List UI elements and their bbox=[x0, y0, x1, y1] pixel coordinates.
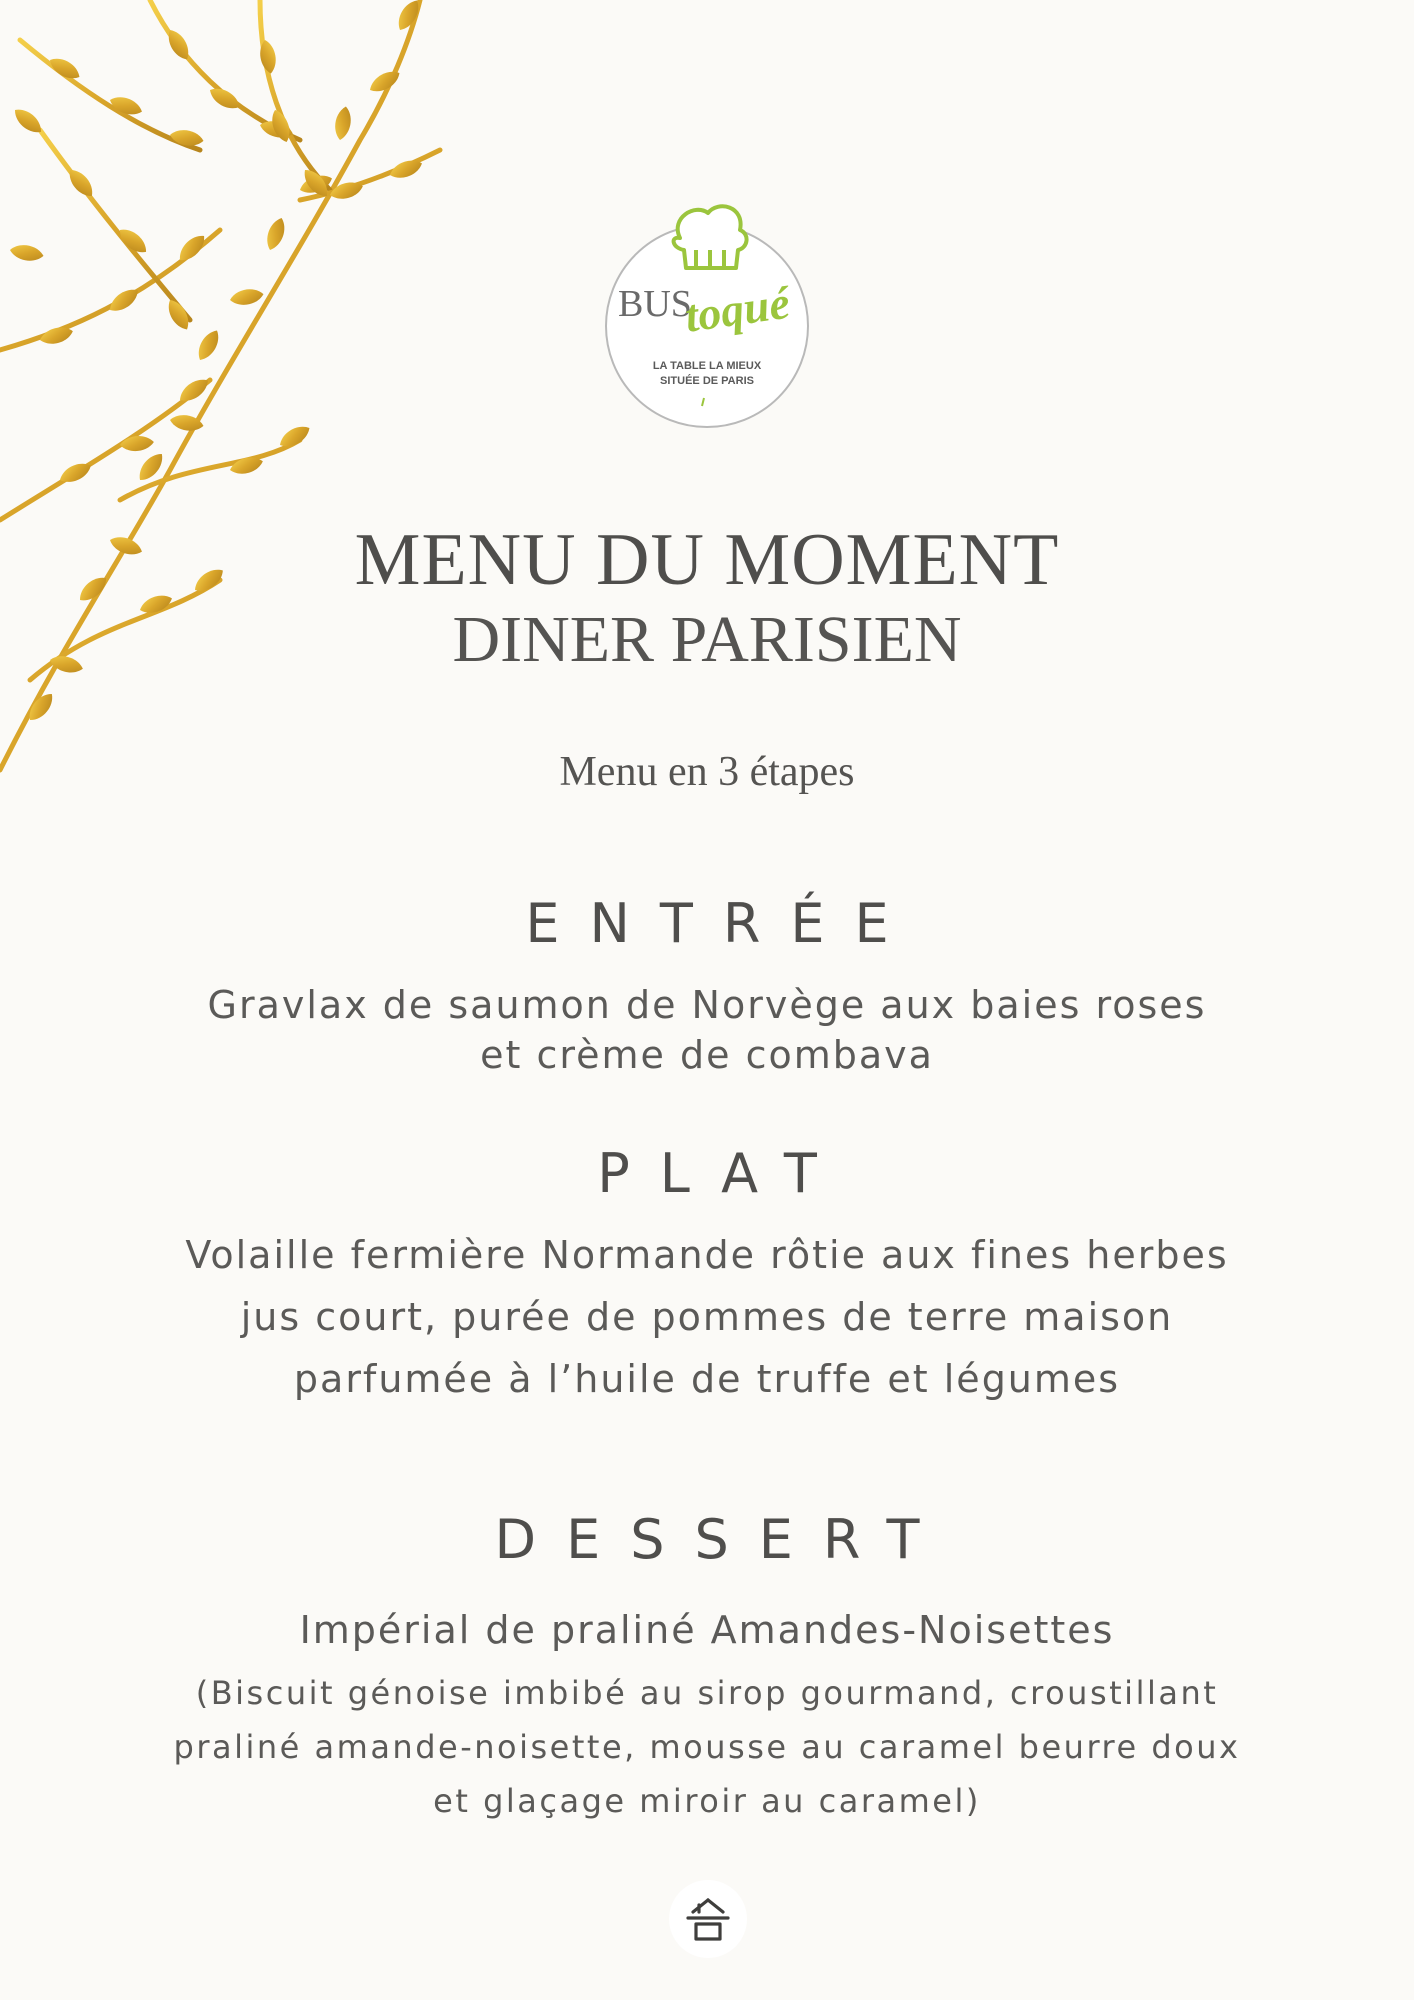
tagline-line1: LA TABLE LA MIEUX bbox=[652, 360, 762, 372]
chef-hat-icon bbox=[674, 206, 747, 268]
dessert-description bbox=[0, 1666, 1414, 1828]
plat-line: Volaille fermière Normande rôtie aux fines herbes bbox=[185, 1233, 1229, 1277]
entree-line: et crème de combava bbox=[480, 1033, 934, 1077]
plat-line: jus court, purée de pommes de terre maison bbox=[240, 1295, 1174, 1339]
menu-subtitle-title: DINER PARISIEN bbox=[452, 603, 962, 676]
menu-title: MENU DU MOMENT bbox=[354, 519, 1060, 601]
dessert-line: et glaçage miroir au caramel) bbox=[433, 1782, 981, 1820]
dessert-line: praliné amande-noisette, mousse au caramel beurre doux bbox=[173, 1728, 1241, 1766]
plat-description bbox=[0, 1224, 1414, 1410]
plat-line: parfumée à l’huile de truffe et légumes bbox=[293, 1357, 1121, 1401]
menu-steps: Menu en 3 étapes bbox=[559, 749, 855, 795]
bustoque-logo bbox=[600, 198, 820, 434]
tagline-line2: SITUÉE DE PARIS bbox=[660, 375, 754, 387]
entree-heading: ENTRÉE bbox=[525, 892, 919, 955]
brand-main: BUS bbox=[618, 283, 692, 325]
entree-description bbox=[0, 980, 1414, 1080]
house-icon bbox=[669, 1880, 747, 1958]
dessert-title: Impérial de praliné Amandes-Noisettes bbox=[299, 1608, 1115, 1652]
brand-script: toqué bbox=[681, 276, 793, 342]
plat-heading: PLAT bbox=[597, 1142, 847, 1205]
dessert-heading: DESSERT bbox=[494, 1508, 950, 1571]
dessert-line: (Biscuit génoise imbibé au sirop gourmand, croustillant bbox=[195, 1674, 1219, 1712]
entree-line: Gravlax de saumon de Norvège aux baies roses bbox=[207, 983, 1207, 1027]
